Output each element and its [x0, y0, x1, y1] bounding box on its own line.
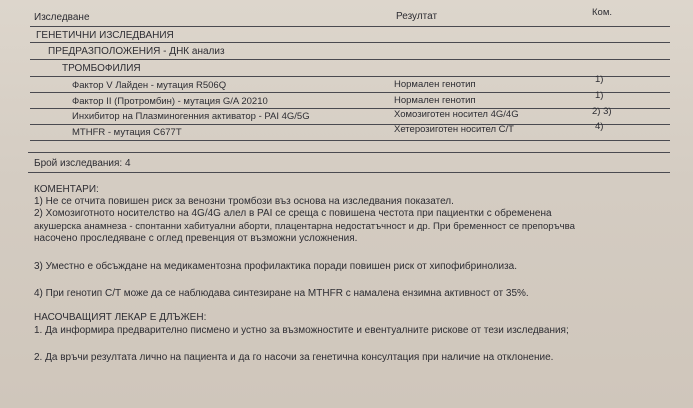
row-result: Нормален генотип [394, 79, 476, 90]
table-rule [30, 92, 670, 93]
comment-line: 1) Не се отчита повишен риск за венозни тромбози въз основа на изследвания показател. [34, 196, 454, 207]
doctor-line: 1. Да информира предварително писмено и устно за възможностите и евентуалните рискове от тези изследвания; [34, 325, 569, 336]
table-rule [30, 59, 670, 60]
table-rule [30, 124, 670, 125]
column-header-result: Резултат [396, 11, 438, 22]
row-comment: 1) [595, 90, 604, 101]
table-rule [30, 42, 670, 43]
comment-line: 3) Уместно е обсъждане на медикаментозна профилактика поради повишен риск от хипофибринолиза. [34, 261, 518, 272]
row-test: Инхибитор на Плазминогенния активатор - PAI 4G/5G [72, 111, 310, 122]
row-comment: 1) [595, 74, 604, 85]
column-header-comment: Ком. [592, 7, 612, 18]
row-result: Хетерозиготен носител C/T [394, 124, 514, 135]
comment-line: 4) При генотип C/T може да се наблюдава синтезиране на MTHFR с намалена ензимна активност от 35%. [34, 288, 529, 299]
row-test: Фактор II (Протромбин) - мутация G/A 20210 [72, 96, 268, 107]
table-rule [28, 152, 670, 153]
row-result: Хомозиготен носител 4G/4G [394, 109, 519, 120]
table-rule [28, 172, 670, 173]
subsection-title: ПРЕДРАЗПОЛОЖЕНИЯ - ДНК анализ [48, 46, 225, 57]
table-rule [30, 26, 670, 27]
doctor-title: НАСОЧВАЩИЯТ ЛЕКАР Е ДЛЪЖЕН: [34, 312, 207, 323]
column-header-test: Изследване [34, 12, 90, 23]
row-result: Нормален генотип [394, 95, 476, 106]
table-rule [30, 140, 670, 141]
comment-line: 2) Хомозиготното носителство на 4G/4G алел в PAI се среща с повишена честота при пациентки с обременена [34, 208, 552, 219]
section-title: ГЕНЕТИЧНИ ИЗСЛЕДВАНИЯ [36, 30, 174, 41]
comments-title: КОМЕНТАРИ: [34, 184, 99, 195]
table-rule [30, 76, 670, 77]
row-comment: 2) 3) [592, 106, 612, 117]
row-test: Фактор V Лайден - мутация R506Q [72, 80, 227, 91]
comment-line: акушерска анамнеза - спонтанни хабитуални аборти, плацентарна недостатъчност и др. При бременност се препоръчва [34, 221, 575, 232]
row-test: MTHFR - мутация C677T [72, 127, 182, 138]
row-comment: 4) [595, 121, 604, 132]
comment-line: насочено проследяване с оглед превенция от възможни усложнения. [34, 233, 358, 244]
doctor-line: 2. Да връчи резултата лично на пациента и да го насочи за генетична консултация при наличие на отклонение. [34, 352, 554, 363]
table-rule [30, 108, 670, 109]
group-title: ТРОМБОФИЛИЯ [62, 63, 141, 74]
test-count: Брой изследвания: 4 [34, 158, 131, 169]
